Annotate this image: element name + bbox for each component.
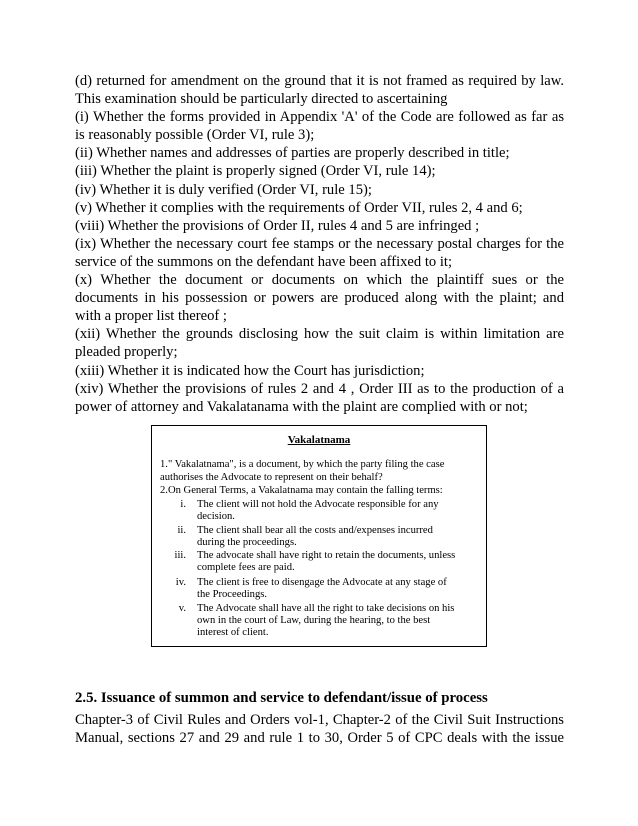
term-text: interest of client. (197, 627, 269, 638)
term-number: i. (180, 499, 186, 510)
section-heading: 2.5. Issuance of summon and service to defendant/issue of process (75, 690, 488, 706)
term-number: v. (178, 603, 186, 614)
term-text: complete fees are paid. (197, 562, 295, 573)
section-line: Chapter-3 of Civil Rules and Orders vol-1, Chapter-2 of the Civil Suit Instructions (75, 712, 564, 728)
body-line: service of the summons on the defendant have been affixed to it; (75, 253, 453, 270)
terms-intro: 2.On General Terms, a Vakalatnama may contain the falling terms: (160, 485, 443, 496)
body-line: (xiii) Whether it is indicated how the Court has jurisdiction; (75, 362, 425, 379)
box-title: Vakalatnama (287, 434, 351, 446)
term-text: The Advocate shall have all the right to take decisions on his (197, 603, 455, 614)
term-number: iv. (175, 577, 186, 588)
term-text: The client will not hold the Advocate responsible for any (197, 499, 439, 510)
section-line: Manual, sections 27 and 29 and rule 1 to 30, Order 5 of CPC deals with the issue (75, 730, 564, 747)
body-line: (ix) Whether the necessary court fee stamps or the necessary postal charges for the (75, 235, 564, 252)
body-line: (d) returned for amendment on the ground that it is not framed as required by law. (75, 73, 564, 89)
body-line: (i) Whether the forms provided in Appendix 'A' of the Code are followed as far as (75, 109, 564, 126)
body-line: power of attorney and Vakalatanama with the plaint are complied with or not; (75, 398, 528, 415)
term-text: decision. (197, 511, 235, 522)
body-line: (v) Whether it complies with the requirements of Order VII, rules 2, 4 and 6; (75, 199, 523, 216)
vakalatnama-box (151, 425, 487, 647)
term-text: The client is free to disengage the Advocate at any stage of (197, 577, 447, 588)
body-line: documents in his possession or powers are produced along with the plaint; and (75, 290, 564, 307)
body-line: (xii) Whether the grounds disclosing how the suit claim is within limitation are (75, 326, 564, 343)
body-line: (iii) Whether the plaint is properly signed (Order VI, rule 14); (75, 163, 436, 180)
term-number: iii. (174, 550, 186, 561)
definition-line: authorises the Advocate to represent on their behalf? (160, 472, 383, 483)
section-paragraph (75, 711, 564, 747)
body-line: (x) Whether the document or documents on which the plaintiff sues or the (75, 272, 564, 289)
term-text: own in the court of Law, during the hearing, to the best (197, 615, 431, 626)
term-text: The advocate shall have right to retain the documents, unless (197, 550, 456, 561)
term-text: The client shall bear all the costs and/expenses incurred (197, 525, 433, 536)
term-text: the Proceedings. (197, 589, 268, 600)
body-line: is reasonably possible (Order VI, rule 3); (75, 127, 315, 144)
term-number: ii. (177, 525, 186, 536)
body-line: with a proper list thereof ; (75, 308, 227, 325)
term-text: during the proceedings. (197, 537, 297, 548)
body-line: This examination should be particularly directed to ascertaining (75, 91, 448, 108)
definition-line: 1." Vakalatnama", is a document, by which the party filing the case (160, 459, 445, 470)
body-text (75, 72, 564, 416)
body-line: (iv) Whether it is duly verified (Order VI, rule 15); (75, 181, 372, 198)
body-line: pleaded properly; (75, 344, 178, 361)
body-line: (viii) Whether the provisions of Order II, rules 4 and 5 are infringed ; (75, 217, 480, 234)
body-line: (xiv) Whether the provisions of rules 2 and 4 , Order III as to the production of a (75, 380, 564, 397)
body-line: (ii) Whether names and addresses of parties are properly described in title; (75, 145, 510, 162)
